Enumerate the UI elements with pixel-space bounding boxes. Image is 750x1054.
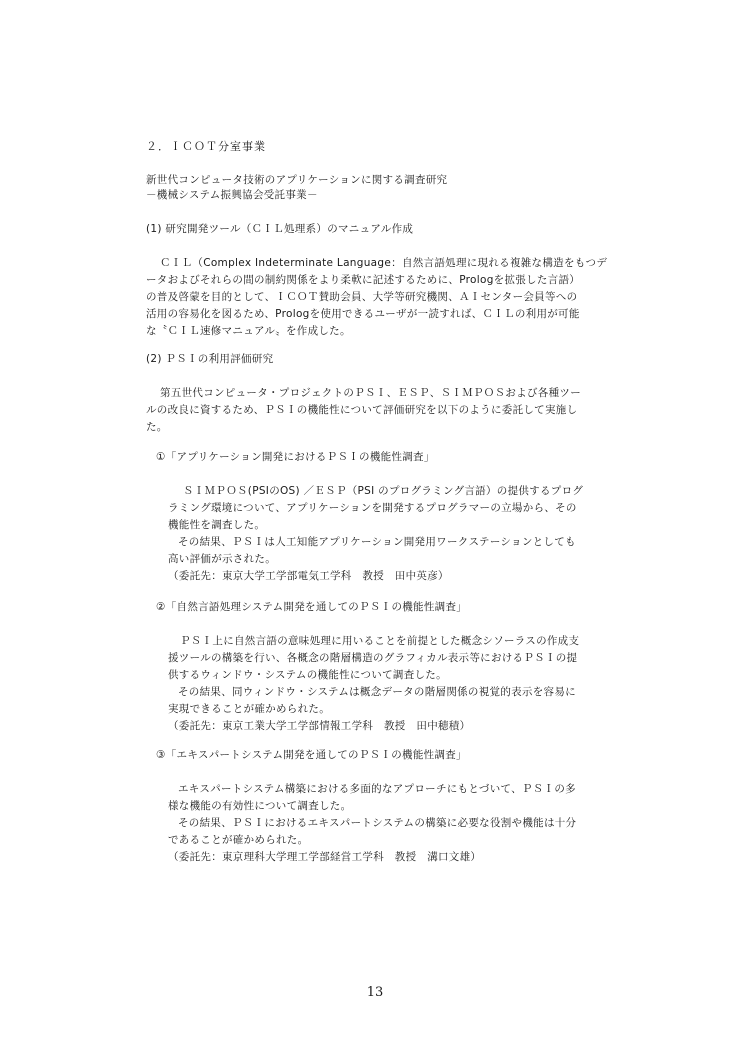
subitem1-line-4: その結果、ＰＳＩは人工知能アプリケーション開発用ワークステーションとしても (178, 536, 576, 548)
section-title: ２．ＩＣＯＴ分室事業 (146, 140, 266, 153)
subitem3-line-3: その結果、ＰＳＩにおけるエキスパートシステムの構築に必要な役割や機能は十分 (178, 817, 577, 829)
item2-intro-2: ルの改良に資するため、ＰＳＩの機能性について評価研究を以下のように委託して実施し (146, 404, 578, 416)
subitem2-line-6: （委託先：東京工業大学工学部情報工学科 教授 田中穂積） (168, 720, 471, 732)
subitem2-line-3: 供するウィンドウ・システムの機能性について調査した。 (168, 669, 447, 681)
item1-line-2: ータおよびそれらの間の制約関係をより柔軟に記述するために、Prologを拡張した言語） (146, 274, 581, 286)
project-subtitle: －機械システム振興協会受託事業－ (146, 189, 318, 201)
item2-intro-3: た。 (146, 421, 168, 433)
item1-line-3: の普及啓蒙を目的として、ＩＣＯＴ賛助会員、大学等研究機関、ＡＩセンター会員等への (146, 291, 578, 303)
item1-line-5: な〝ＣＩＬ速修マニュアル〟を作成した。 (146, 325, 351, 337)
item1-line-1: ＣＩＬ（Complex Indeterminate Language：自然言語処理に現れる複雑な構造をもつデ (160, 257, 608, 269)
subitem1-line-5: 高い評価が示された。 (168, 553, 276, 565)
subitem3-line-5: （委託先：東京理科大学理工学部経営工学科 教授 溝口文雄） (168, 851, 482, 863)
subitem1-title: ①「アプリケーション開発におけるＰＳＩの機能性調査」 (156, 451, 435, 463)
subitem1-line-6: （委託先：東京大学工学部電気工学科 教授 田中英彦） (168, 570, 449, 582)
subitem2-line-5: 実現できることが確かめられた。 (168, 703, 330, 715)
subitem2-line-2: 援ツールの構築を行い、各概念の階層構造のグラフィカル表示等におけるＰＳＩの提 (168, 652, 578, 664)
subitem2-line-4: その結果、同ウィンドウ・システムは概念データの階層関係の視覚的表示を容易に (178, 686, 576, 698)
page-number: 13 (366, 985, 384, 1000)
subitem3-line-2: 様な機能の有効性について調査した。 (168, 800, 352, 812)
item1-heading: (1) 研究開発ツール（ＣＩＬ処理系）のマニュアル作成 (146, 223, 414, 235)
subitem3-title: ③「エキスパートシステム開発を通してのＰＳＩの機能性調査」 (156, 749, 467, 761)
item2-heading: (2) ＰＳＩの利用評価研究 (146, 353, 274, 365)
item1-line-4: 活用の容易化を図るため、Prologを使用できるユーザが一読すれば、ＣＩＬの利用が可能 (146, 308, 580, 320)
subitem1-line-3: 機能性を調査した。 (168, 519, 266, 531)
project-title: 新世代コンピュータ技術のアプリケーションに関する調査研究 (146, 174, 448, 186)
subitem3-line-1: エキスパートシステム構築における多面的なアプローチにもとづいて、ＰＳＩの多 (178, 783, 576, 795)
subitem3-line-4: であることが確かめられた。 (168, 834, 309, 846)
subitem2-line-1: ＰＳＩ上に自然言語の意味処理に用いることを前提とした概念シソーラスの作成支 (180, 635, 580, 647)
subitem1-line-2: ラミング環境について、アプリケーションを開発するプログラマーの立場から、その (168, 502, 577, 514)
item2-intro-1: 第五世代コンピュータ・プロジェクトのＰＳＩ、ＥＳＰ、ＳＩＭＰＯＳおよび各種ツー (160, 387, 581, 399)
subitem1-line-1: ＳＩＭＰＯＳ(PSIのOS) ／ＥＳＰ（PSI のプログラミング言語）の提供するプログ (183, 485, 584, 497)
subitem2-title: ②「自然言語処理システム開発を通してのＰＳＩの機能性調査」 (156, 601, 468, 613)
